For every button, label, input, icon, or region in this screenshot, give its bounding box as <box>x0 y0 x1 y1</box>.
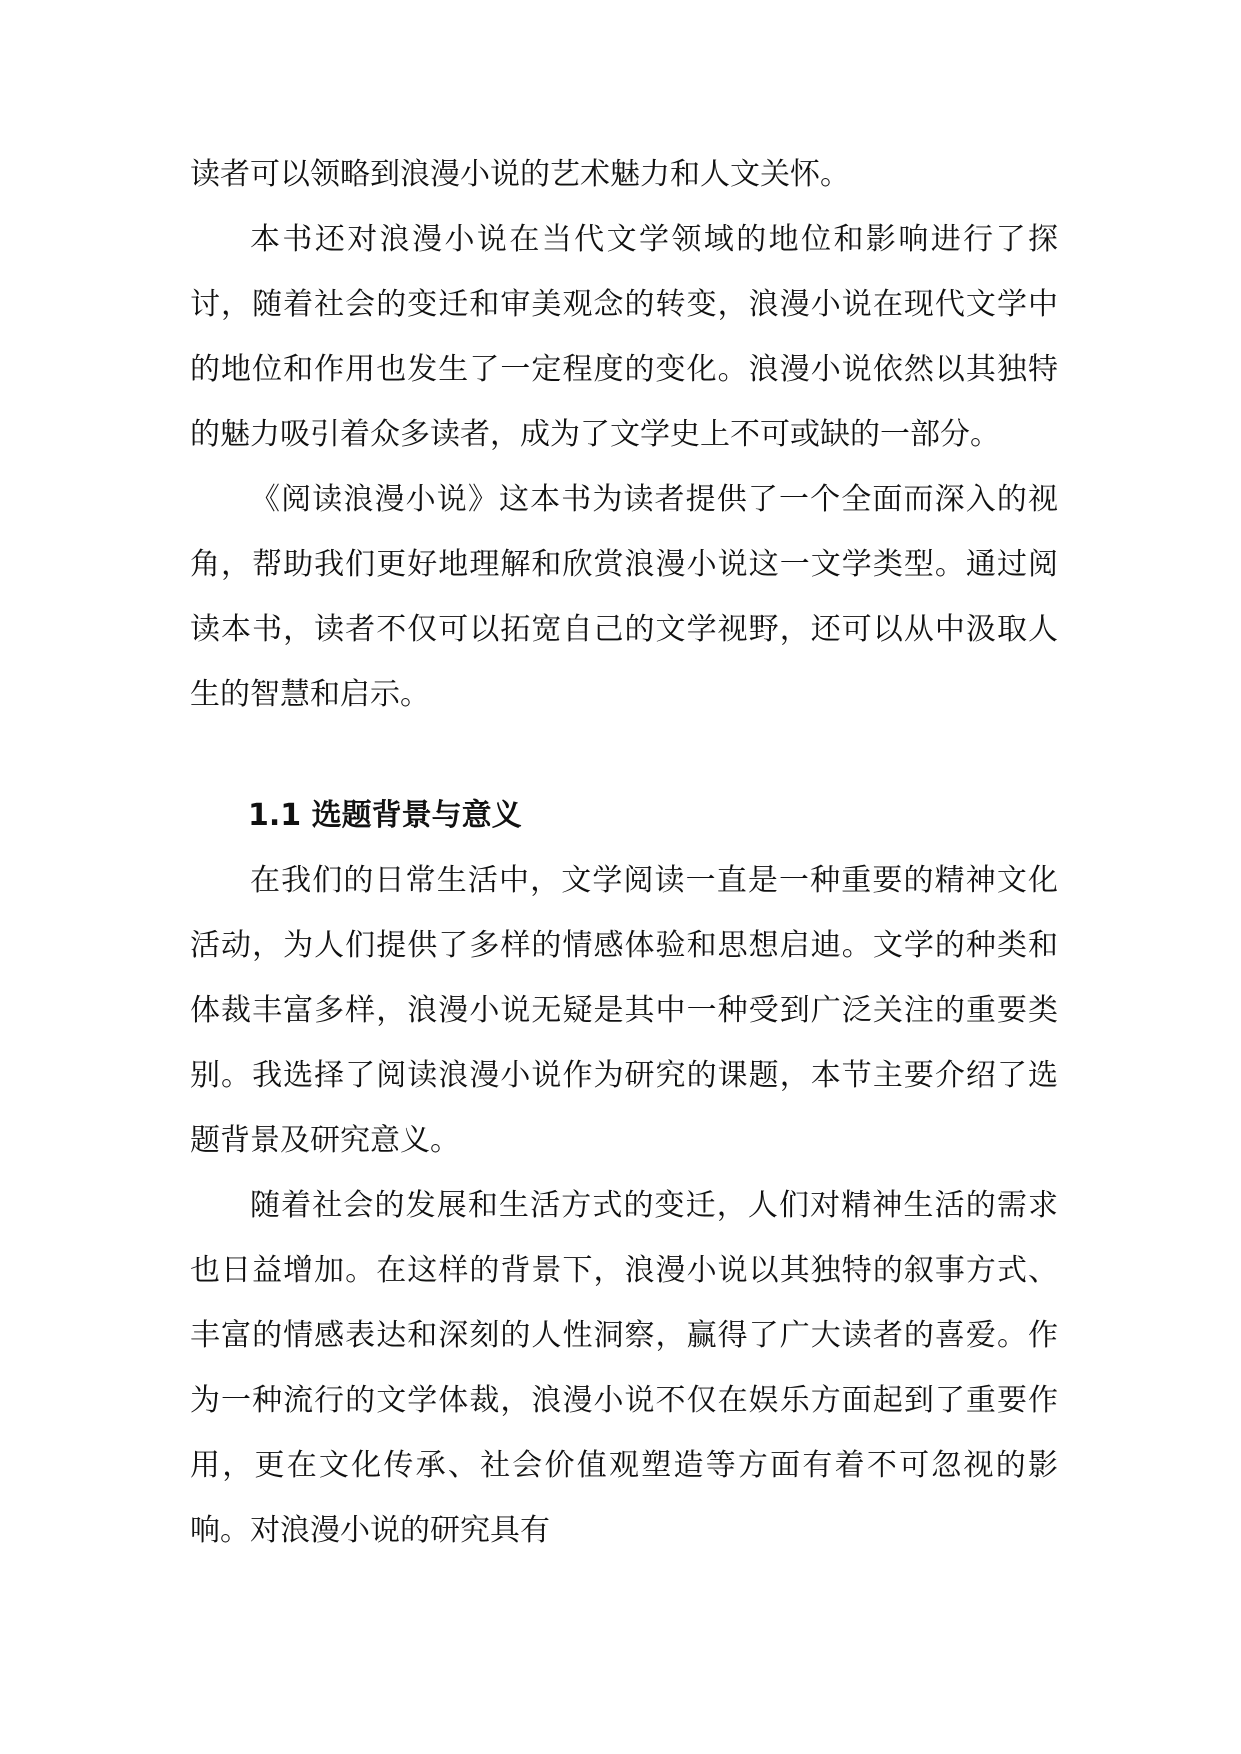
paragraph-social-background: 随着社会的发展和生活方式的变迁，人们对精神生活的需求也日益增加。在这样的背景下，浪漫小说以其独特的叙事方式、丰富的情感表达和深刻的人性洞察，赢得了广大读者的喜爱。作为一种流行的文学体裁，浪漫小说不仅在娱乐方面起到了重要作用，更在文化传承、社会价值观塑造等方面有着不可忽视的影响。对浪漫小说的研究具有 <box>190 1188 1058 1548</box>
paragraph-continuation: 读者可以领略到浪漫小说的艺术魅力和人文关怀。 <box>190 157 850 192</box>
paragraph-topic-intro: 在我们的日常生活中，文学阅读一直是一种重要的精神文化活动，为人们提供了多样的情感体验和思想启迪。文学的种类和体裁丰富多样，浪漫小说无疑是其中一种受到广泛关注的重要类别。我选择了阅读浪漫小说作为研究的课题，本节主要介绍了选题背景及研究意义。 <box>190 863 1058 1158</box>
document-page <box>190 142 1058 1563</box>
paragraph-contemporary-status: 本书还对浪漫小说在当代文学领域的地位和影响进行了探讨，随着社会的变迁和审美观念的转变，浪漫小说在现代文学中的地位和作用也发生了一定程度的变化。浪漫小说依然以其独特的魅力吸引着众多读者，成为了文学史上不可或缺的一部分。 <box>190 222 1058 452</box>
section-heading: 1.1 选题背景与意义 <box>248 798 522 833</box>
paragraph-book-summary: 《阅读浪漫小说》这本书为读者提供了一个全面而深入的视角，帮助我们更好地理解和欣赏浪漫小说这一文学类型。通过阅读本书，读者不仅可以拓宽自己的文学视野，还可以从中汲取人生的智慧和启示。 <box>190 482 1058 712</box>
